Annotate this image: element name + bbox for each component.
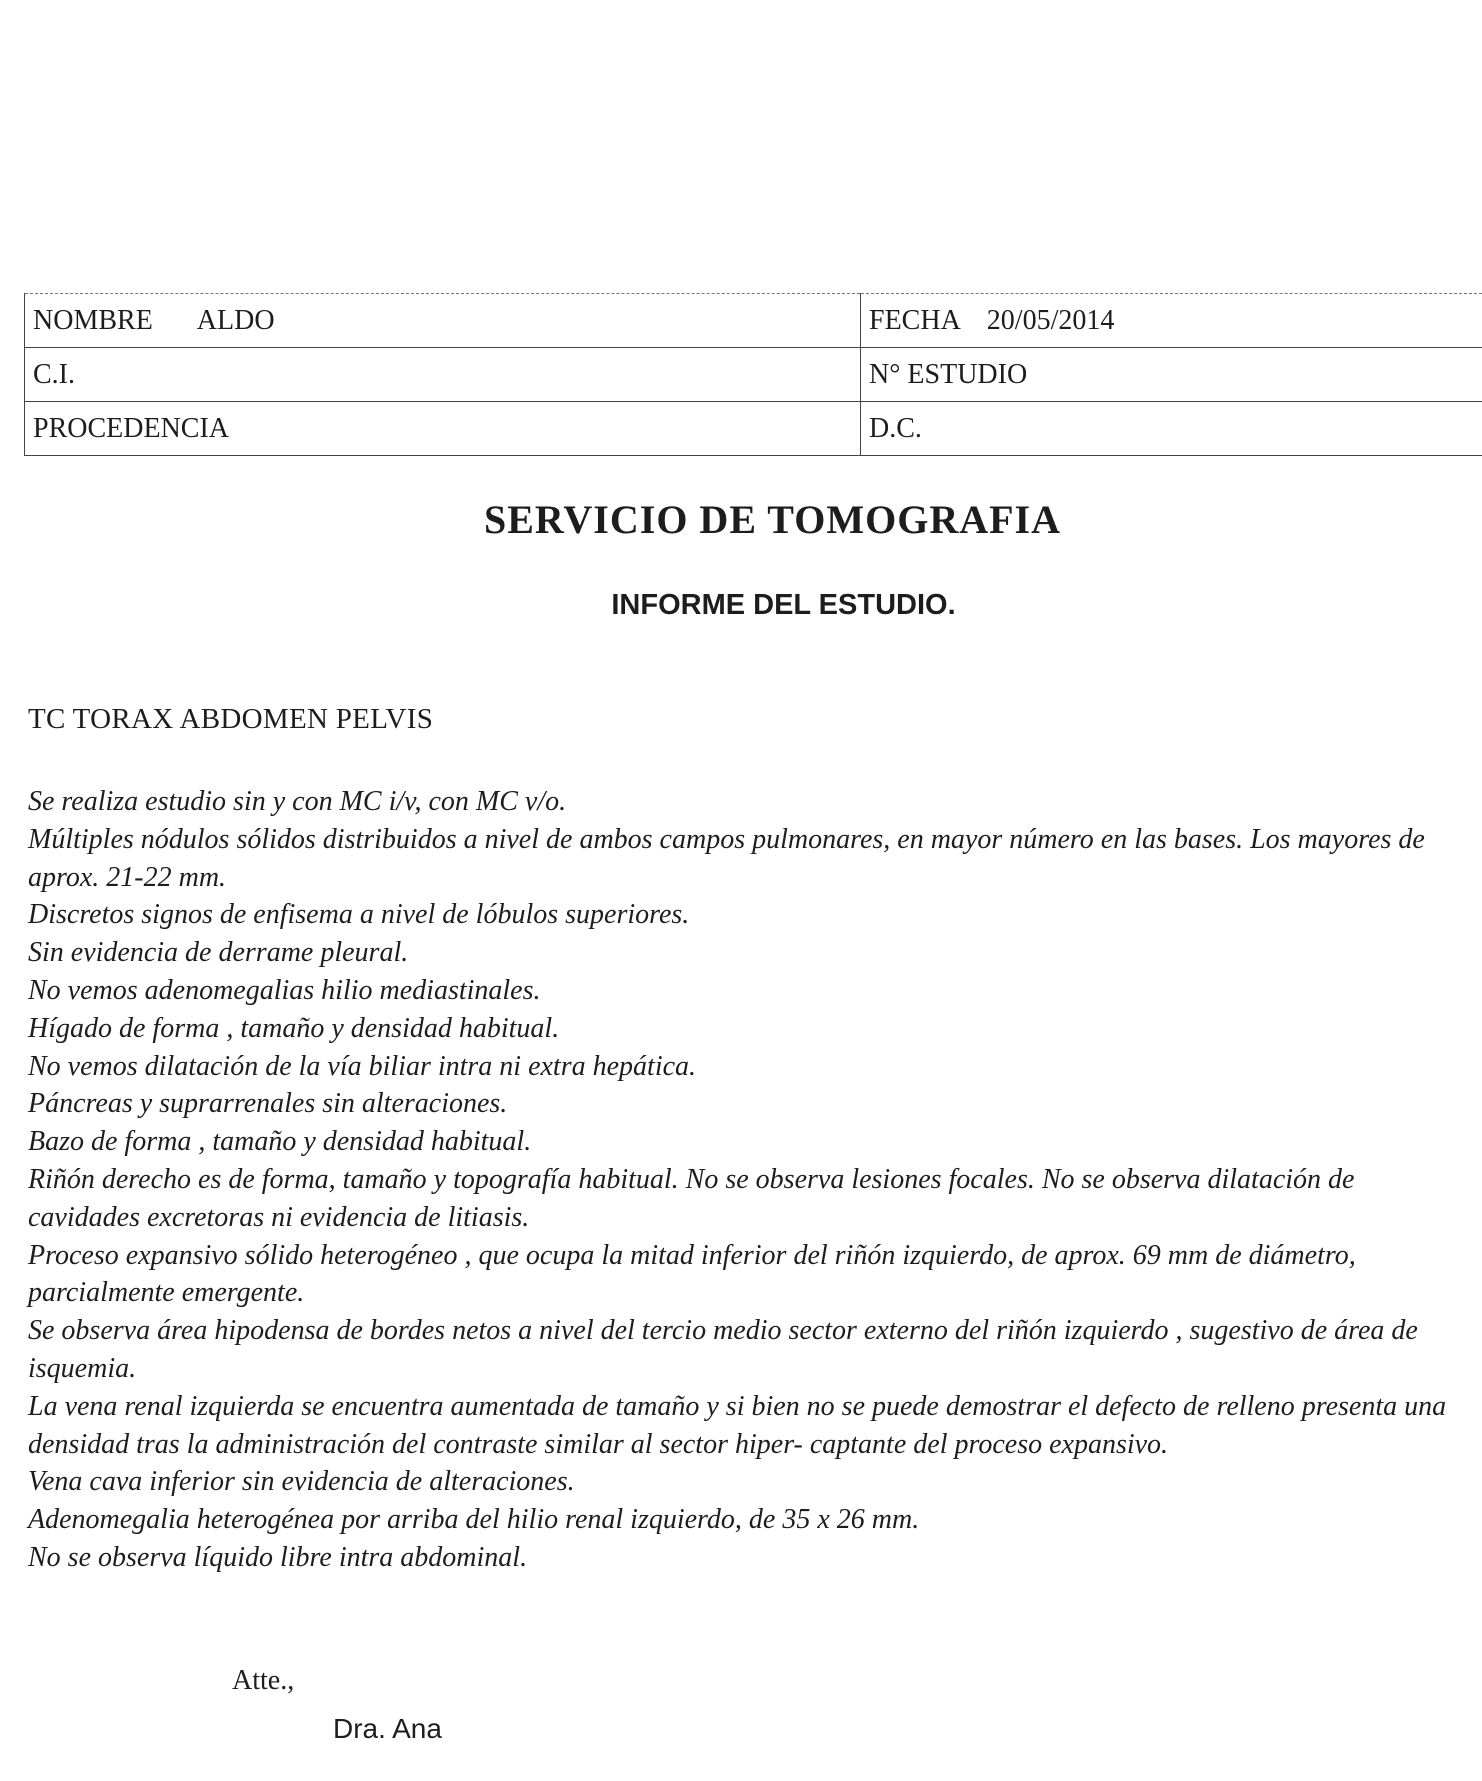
finding-line: Múltiples nódulos sólidos distribuidos a nivel de ambos campos pulmonares, en mayor número en las bases. Los mayores de aprox. 21-22 mm.	[28, 823, 1425, 893]
study-type: TC TORAX ABDOMEN PELVIS	[28, 703, 434, 735]
study-number-cell	[861, 348, 1482, 402]
date-value: 20/05/2014	[986, 304, 1115, 336]
header-row-ci	[25, 348, 1482, 402]
patient-header-table	[24, 293, 1482, 456]
finding-line: La vena renal izquierda se encuentra aumentada de tamaño y si bien no se puede demostrar el defecto de relleno presenta una densidad tras la administración del contraste similar al sector hiper- captante del proceso expansivo.	[28, 1390, 1447, 1460]
finding-line: Bazo de forma , tamaño y densidad habitual.	[28, 1126, 532, 1158]
findings-body	[28, 783, 1473, 1577]
signoff: Atte.,	[232, 1665, 295, 1696]
finding-line: No vemos adenomegalias hilio mediastinales.	[28, 974, 541, 1006]
service-title: SERVICIO DE TOMOGRAFIA	[484, 497, 1061, 542]
finding-line: Adenomegalia heterogénea por arriba del hilio renal izquierdo, de 35 x 26 mm.	[28, 1504, 920, 1536]
finding-line: Riñón derecho es de forma, tamaño y topografía habitual. No se observa lesiones focales. No se observa dilatación de cavidades excretoras ni evidencia de litiasis.	[28, 1163, 1355, 1233]
finding-line: Proceso expansivo sólido heterogéneo , que ocupa la mitad inferior del riñón izquierdo, de aprox. 69 mm de diámetro, parcialmente emergente.	[28, 1239, 1356, 1309]
name-label: NOMBRE	[33, 304, 153, 336]
study-number-label: N° ESTUDIO	[869, 358, 1028, 390]
origin-label: PROCEDENCIA	[33, 412, 230, 444]
doctor-signature: Dra. Ana	[333, 1713, 442, 1744]
finding-line: Páncreas y suprarrenales sin alteraciones.	[28, 1088, 508, 1120]
ci-cell	[25, 348, 861, 402]
origin-cell	[25, 402, 861, 456]
finding-line: Se realiza estudio sin y con MC i/v, con MC v/o.	[28, 786, 567, 817]
header-row-origin	[25, 402, 1482, 456]
finding-line: Hígado de forma , tamaño y densidad habitual.	[28, 1012, 560, 1044]
header-row-name	[25, 294, 1482, 348]
dc-cell	[861, 402, 1482, 456]
finding-line: Sin evidencia de derrame pleural.	[28, 937, 409, 969]
report-subtitle: INFORME DEL ESTUDIO.	[611, 589, 956, 621]
dc-label: D.C.	[869, 412, 922, 444]
finding-line: No se observa líquido libre intra abdominal.	[28, 1541, 528, 1573]
date-label: FECHA	[869, 304, 961, 336]
finding-line: Se observa área hipodensa de bordes netos a nivel del tercio medio sector externo del riñón izquierdo , sugestivo de área de isquemia.	[28, 1315, 1418, 1384]
ci-label: C.I.	[33, 358, 75, 390]
date-cell	[861, 294, 1482, 348]
finding-line: Vena cava inferior sin evidencia de alteraciones.	[28, 1466, 575, 1498]
finding-line: No vemos dilatación de la vía biliar intra ni extra hepática.	[28, 1050, 697, 1082]
name-value: ALDO	[196, 304, 275, 336]
finding-line: Discretos signos de enfisema a nivel de lóbulos superiores.	[28, 899, 690, 931]
name-cell	[25, 294, 861, 348]
